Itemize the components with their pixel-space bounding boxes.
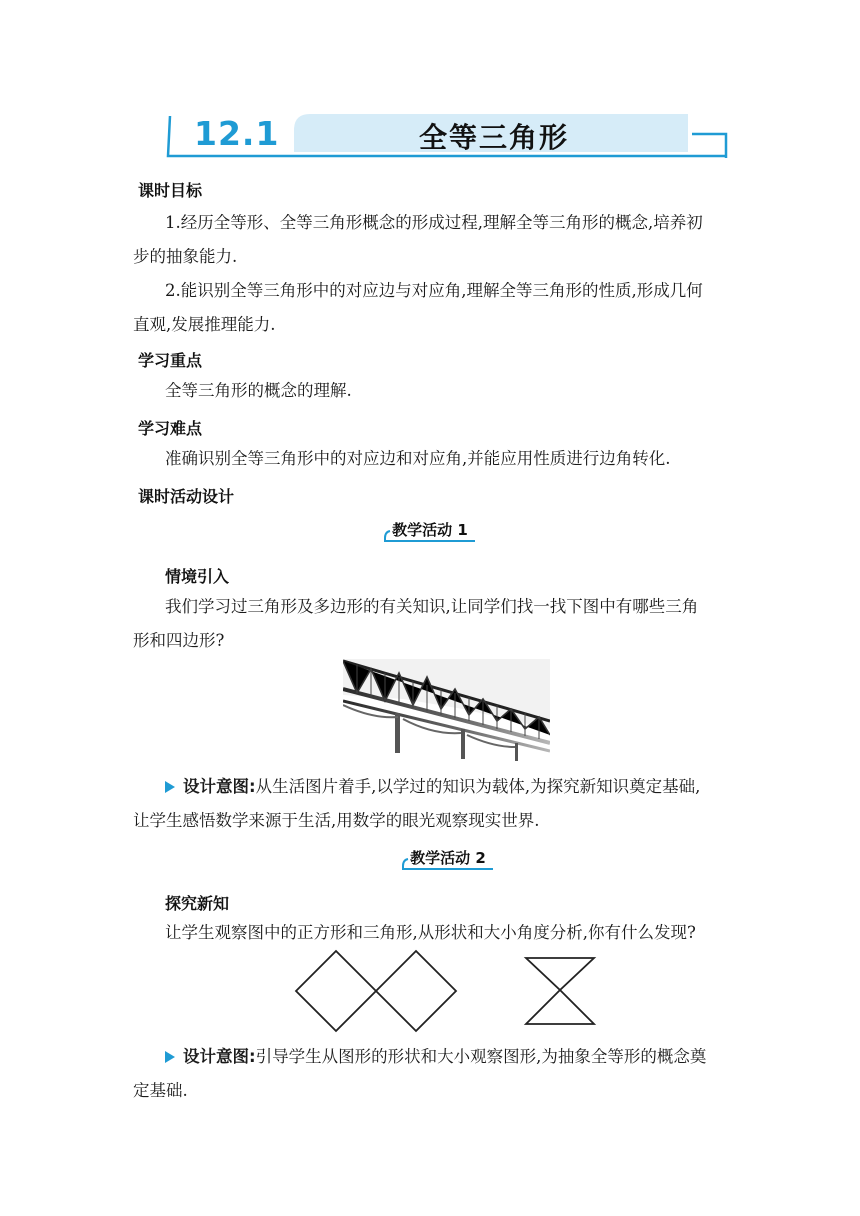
- shapes-figure: [290, 948, 600, 1040]
- bridge-photo: [343, 659, 550, 765]
- goals-heading: 课时目标: [138, 181, 203, 200]
- design-intent-text-2: 引导学生从图形的形状和大小观察图形,为抽象全等形的概念奠: [255, 1047, 707, 1066]
- activity-2-label: 教学活动 2: [410, 849, 486, 867]
- activity-1-text-line-1: 我们学习过三角形及多边形的有关知识,让同学们找一找下图中有哪些三角: [165, 597, 699, 616]
- square-left: [296, 951, 376, 1031]
- activity-2-underline: [403, 868, 493, 870]
- activity-1-subheading: 情境引入: [165, 567, 230, 586]
- activity-2-bracket-path: [403, 859, 408, 870]
- section-title: 全等三角形: [418, 121, 569, 154]
- goal-item-1-line-1: 1.经历全等形、全等三角形概念的形成过程,理解全等三角形的概念,培养初: [165, 213, 703, 232]
- activity-2-design: [133, 1040, 733, 1108]
- activity-1-body: [133, 590, 733, 658]
- activity-1-underline: [385, 540, 475, 542]
- activity-2-text: 让学生观察图中的正方形和三角形,从形状和大小角度分析,你有什么发现?: [165, 923, 696, 942]
- play-triangle-icon: [165, 781, 175, 793]
- activity-1-design-line-2: 让学生感悟数学来源于生活,用数学的眼光观察现实世界.: [133, 811, 540, 830]
- activity-1-bracket-path: [385, 531, 390, 542]
- activity-2-bracket: [400, 858, 410, 872]
- square-right: [376, 951, 456, 1031]
- goal-item-2-line-2: 直观,发展推理能力.: [133, 315, 276, 334]
- goals-list: [133, 206, 733, 342]
- triangle-top: [526, 958, 594, 990]
- triangle-bottom: [526, 990, 594, 1024]
- difficulty-heading: 学习难点: [138, 419, 203, 438]
- design-intent-text-1: 从生活图片着手,以学过的知识为载体,为探究新知识奠定基础,: [255, 777, 701, 796]
- goal-item-2-line-1: 2.能识别全等三角形中的对应边与对应角,理解全等三角形的性质,形成几何: [165, 281, 703, 300]
- section-number: 12.1: [194, 114, 280, 153]
- activity-1-bracket: [382, 530, 392, 544]
- activity-2-design-line-2: 定基础.: [133, 1081, 188, 1100]
- difficulty-text: 准确识别全等三角形中的对应边和对应角,并能应用性质进行边角转化.: [165, 449, 671, 468]
- bridge-truss: [343, 659, 550, 761]
- activity-design-heading: 课时活动设计: [138, 487, 235, 506]
- banner-end-line: [692, 134, 726, 158]
- activity-1-label: 教学活动 1: [392, 521, 468, 539]
- design-intent-label: 设计意图:: [183, 777, 256, 796]
- design-intent-label: 设计意图:: [183, 1047, 256, 1066]
- play-triangle-icon: [165, 1051, 175, 1063]
- activity-2-subheading: 探究新知: [165, 894, 230, 913]
- key-point-heading: 学习重点: [138, 351, 203, 370]
- goal-item-1-line-2: 步的抽象能力.: [133, 247, 238, 266]
- activity-1-design: [133, 770, 733, 838]
- activity-1-design-line-1: [133, 770, 733, 804]
- activity-1-text-line-2: 形和四边形?: [133, 631, 225, 650]
- key-point-text: 全等三角形的概念的理解.: [165, 381, 352, 400]
- activity-2-design-line-1: [133, 1040, 733, 1074]
